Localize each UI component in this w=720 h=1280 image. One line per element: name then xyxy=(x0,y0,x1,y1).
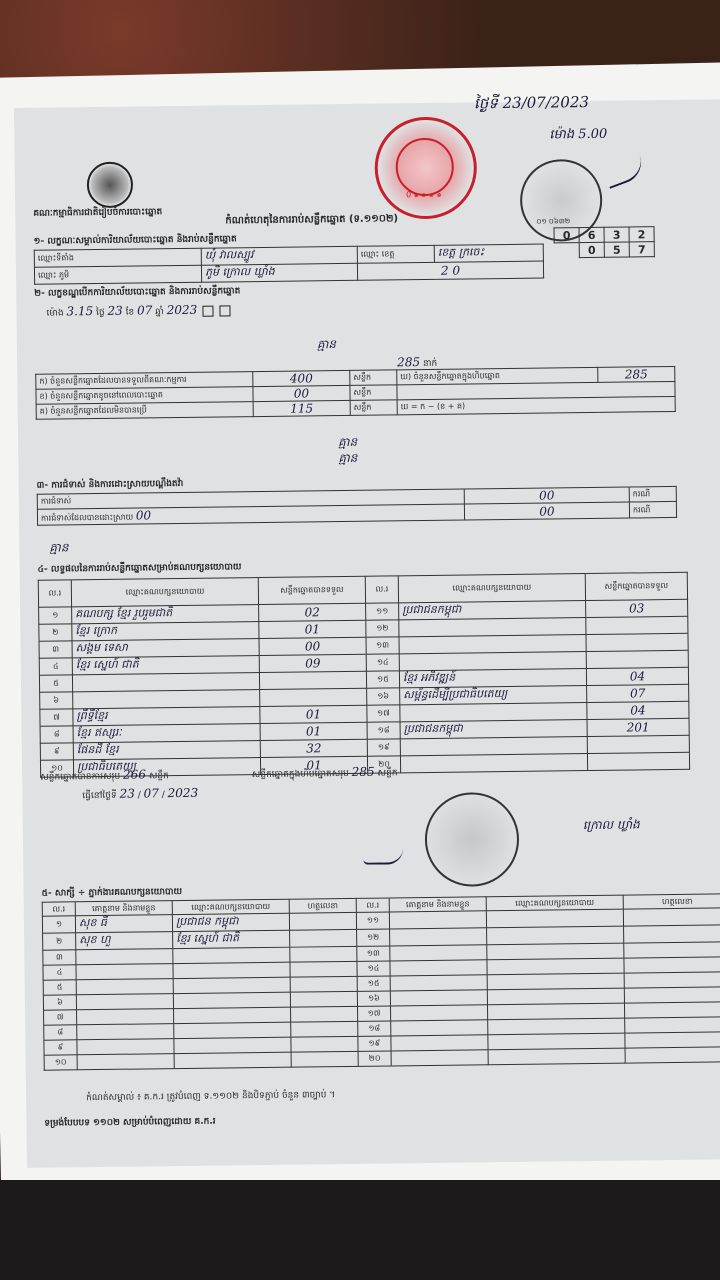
witness-party xyxy=(487,926,624,945)
witness-signature xyxy=(290,976,357,992)
unit-label: សន្លឹក xyxy=(148,771,169,782)
witness-party xyxy=(174,1007,291,1023)
sign-month: 07 xyxy=(143,786,159,801)
witness-name xyxy=(391,1020,488,1036)
witness-table xyxy=(42,893,720,1070)
party-name: ខ្មែរ ក្រោក xyxy=(72,622,259,641)
district-name: ខេត្ត ក្រចេះ xyxy=(434,244,543,262)
unit-label: ករណី xyxy=(629,501,676,518)
witness-name: សុខ ហួ xyxy=(76,932,173,950)
code-digit: 6 xyxy=(579,227,604,242)
col-header: ល.រ xyxy=(38,580,71,607)
witness-name xyxy=(390,975,487,991)
row-number: ១៩ xyxy=(358,1036,391,1051)
section2-heading: ២- លក្ខខណ្ឌបើកការិយាល័យបោះឆ្នោត និងការរាប់សន្លឹកឆ្នោត xyxy=(34,286,241,299)
row-number: ៥ xyxy=(39,675,72,692)
col-header: ហត្ថលេខា xyxy=(289,898,356,913)
total-in-box: 285 xyxy=(351,764,375,779)
party-name: ប្រជាជនកម្ពុជា xyxy=(400,720,587,739)
row-number: ២០ xyxy=(358,1051,391,1066)
row-number: ១៦ xyxy=(367,688,400,705)
code-digit: 3 xyxy=(604,227,629,242)
col-header: គោត្តនាម និងនាមខ្លួន xyxy=(75,901,172,916)
witness-signature xyxy=(625,1017,720,1033)
witness-name xyxy=(77,1054,174,1070)
row-number: ៦ xyxy=(43,995,76,1010)
witness-signature xyxy=(625,1032,720,1048)
witness-signature xyxy=(623,908,720,926)
witness-party: ប្រជាជន កម្ពុជា xyxy=(172,913,289,931)
col-header: ឈ្មោះគណបក្សនយោបាយ xyxy=(71,578,258,607)
party-name: ផែនដី ខ្មែរ xyxy=(73,741,260,760)
col-header: ឈ្មោះគណបក្សនយោបាយ xyxy=(398,574,585,603)
ballot-table: ក) ចំនួនសន្លឹកឆ្នោតដែលបានទទួលពីគណៈកម្មការ 400 សន្លឹក ឃ) ចំនួនសន្លឹកឆ្នោតក្នុងហិបឆ្នោត 285 ខ) ចំនួនសន្លឹកឆ្នោតខូចនៅពេលបោះឆ្នោត 00 សន្លឹក គ) ចំនួនសន្លឹកឆ្នោតដែលមិនបានប្រើ 115 សន្លឹក ឃ = ក − (ខ + គ) xyxy=(35,366,676,420)
row-number: ៣ xyxy=(43,950,76,965)
vote-count: 201 xyxy=(587,718,689,736)
witness-party xyxy=(174,1022,291,1038)
witness-party xyxy=(487,1003,624,1020)
col-header: គោត្តនាម និងនាមខ្លួន xyxy=(389,897,486,912)
party-name: គណបក្ស ខ្មែរ រួបរួមជាតិ xyxy=(72,605,259,624)
party-name: សម្ព័ន្ធដើម្បីប្រជាធិបតេយ្យ xyxy=(400,686,587,705)
col-header: ហត្ថលេខា xyxy=(623,894,720,909)
handwritten-time: ម៉ោង 5.00 xyxy=(549,126,608,143)
witness-signature xyxy=(624,925,720,943)
witness-name xyxy=(76,964,173,980)
results-table xyxy=(38,572,690,778)
witness-party xyxy=(488,1033,625,1050)
row-number: ១០ xyxy=(44,1055,77,1070)
party-name: ខ្មែរ អភិវឌ្ឍន៍ xyxy=(399,669,586,688)
row-number: ១៥ xyxy=(366,671,399,688)
row-number: ៧ xyxy=(44,1010,77,1025)
row-number: ១២ xyxy=(366,620,399,637)
vote-count: 00 xyxy=(259,637,366,655)
open-year: 2023 xyxy=(166,302,198,318)
witness-party xyxy=(487,943,624,960)
witness-name xyxy=(390,990,487,1006)
office-digit: 0 xyxy=(452,263,461,278)
chairman-signature xyxy=(363,848,403,864)
row-number: ១៨ xyxy=(358,1021,391,1036)
complaint-count: 00 xyxy=(464,487,629,504)
party-name: ប្រជាធិបតេយ្យ xyxy=(73,758,260,777)
witness-name: សុខ ធី xyxy=(75,915,172,933)
vote-count: 03 xyxy=(586,599,688,617)
col-header: សន្លឹកឆ្នោតបានទទួល xyxy=(585,572,687,600)
row-number: ១១ xyxy=(356,912,389,929)
witness-name xyxy=(390,928,487,946)
witness-name xyxy=(390,945,487,961)
row-number: ១ xyxy=(39,607,72,624)
unit-label: ករណី xyxy=(629,486,676,502)
row-number: ៤ xyxy=(43,965,76,980)
section3-heading: ៣- ការជំទាស់ និងការដោះស្រាយបណ្តឹងតវ៉ា xyxy=(36,478,184,491)
row-number: ១៨ xyxy=(367,722,400,739)
witness-party xyxy=(174,1037,291,1053)
col-header: ឈ្មោះគណបក្សនយោបាយ xyxy=(172,899,289,914)
row-number: ៦ xyxy=(40,692,73,709)
witness-name xyxy=(76,979,173,995)
section1-heading: ១- លក្ខណៈសម្គាល់ការិយាល័យបោះឆ្នោត និងរាប់សន្លឹកឆ្នោត xyxy=(33,234,237,247)
witness-signature xyxy=(291,1021,358,1037)
vote-count: 07 xyxy=(587,684,689,702)
handwritten-none: គ្មាន xyxy=(49,540,69,555)
sign-day: 23 xyxy=(119,786,135,801)
row-number: ១៧ xyxy=(367,705,400,722)
code-digit: 7 xyxy=(629,242,654,257)
row-number: ៥ xyxy=(43,980,76,995)
ballots-received: 400 xyxy=(253,370,350,386)
witness-name xyxy=(76,949,173,965)
vote-count xyxy=(260,688,367,706)
witness-party xyxy=(487,988,624,1005)
sign-date-line: ធ្វើនៅថ្ងៃទី 23 / 07 / 2023 xyxy=(82,785,199,802)
witness-party xyxy=(488,1048,625,1065)
election-form-sheet xyxy=(14,92,720,1168)
unit-label: សន្លឹក xyxy=(350,370,397,386)
witness-name xyxy=(389,911,486,929)
total-valid: 266 xyxy=(122,767,146,782)
row-number: ១ xyxy=(42,916,75,933)
org-name: គណៈកម្មាធិការជាតិរៀបចំការបោះឆ្នោត xyxy=(33,207,163,219)
witness-signature xyxy=(291,1006,358,1022)
row-label: ក) ចំនួនសន្លឹកឆ្នោតដែលបានទទួលពីគណៈកម្មការ xyxy=(36,372,253,390)
vote-count: 01 xyxy=(260,705,367,723)
vote-count xyxy=(259,671,366,689)
witness-name xyxy=(77,1009,174,1025)
code-table xyxy=(553,226,654,258)
witness-party xyxy=(487,958,624,975)
row-label: គ) ចំនួនសន្លឹកឆ្នោតដែលមិនបានប្រើ xyxy=(36,402,253,420)
witness-signature xyxy=(291,1051,358,1067)
party-name: ខ្មែរ ស្នេហ៍ ជាតិ xyxy=(72,656,259,675)
form-title: កំណត់ហេតុនៃការរាប់សន្លឹកឆ្នោត (ទ.១១០២) xyxy=(225,213,399,227)
voters-count: 285 xyxy=(397,355,421,370)
formula: ឃ = ក − (ខ + គ) xyxy=(397,396,675,414)
ballots-in-box: 285 xyxy=(598,366,675,382)
row-number: ១៣ xyxy=(366,637,399,654)
witness-signature xyxy=(289,912,356,930)
background-floor xyxy=(0,1180,720,1280)
unresolved-count: 00 xyxy=(464,502,629,520)
code-digit: 2 xyxy=(629,227,654,242)
sign-year: 2023 xyxy=(167,785,199,801)
row-number: ១៣ xyxy=(357,946,390,961)
resolved-count: 00 xyxy=(135,508,152,523)
col-header: ល.រ xyxy=(42,902,75,916)
vote-count xyxy=(586,616,688,634)
row-number: ៩ xyxy=(40,743,73,760)
col-header: ល.រ xyxy=(356,898,389,912)
section4-heading: ៤- លទ្ធផលនៃការរាប់សន្លឹកឆ្នោតសម្រាប់គណបក្សនយោបាយ xyxy=(37,562,242,575)
row-number: ១៤ xyxy=(357,961,390,976)
row-number: ២ xyxy=(39,624,72,641)
witness-party xyxy=(173,947,290,963)
emblem-icon xyxy=(87,162,134,209)
vote-count: 02 xyxy=(259,603,366,621)
unit-label: សន្លឹក xyxy=(377,768,398,779)
row-number: ២ xyxy=(43,933,76,950)
footnote: កំណត់សម្គាល់ ៖ គ.ក.រ ត្រូវបំពេញ ទ.១១០២ និងបិទភ្ជាប់ ចំនួន ៣ច្បាប់ ។ xyxy=(86,1090,336,1104)
vote-count: 04 xyxy=(586,667,688,685)
signature-top xyxy=(602,154,647,189)
witness-name xyxy=(390,1005,487,1021)
ballots-spoiled: 00 xyxy=(253,385,350,401)
witness-party xyxy=(173,992,290,1008)
row-number: ៨ xyxy=(44,1025,77,1040)
witness-party xyxy=(486,909,623,928)
code-digit: 0 xyxy=(579,242,604,257)
handwritten-place: ក្រោល ឃ្លាំង xyxy=(582,817,640,833)
form-footer: ទម្រង់បែបបទ ១១០២ សម្រាប់បំពេញដោយ គ.ក.រ xyxy=(44,1116,216,1129)
col-header: ល.រ xyxy=(365,576,398,603)
open-day: 23 xyxy=(107,303,123,318)
unit-label: នាក់ xyxy=(422,358,438,370)
red-seal-stamp: 0 ๑ ๑ ๑ ๑ xyxy=(374,116,477,219)
witness-signature xyxy=(624,942,720,958)
totals-line: សន្លឹកឆ្នោតបានការសរុប 266 សន្លឹក សន្លឹកឆ្នោតក្នុងហិបឆ្នោតសរុប 285 សន្លឹក xyxy=(40,764,398,783)
row-number: ១៦ xyxy=(357,991,390,1006)
row-label: ខ) ចំនួនសន្លឹកឆ្នោតខូចនៅពេលបោះឆ្នោត xyxy=(36,387,253,405)
party-name: ប្រជាជនកម្ពុជា xyxy=(399,601,586,620)
unit-label: សន្លឹក xyxy=(350,385,397,401)
witness-signature xyxy=(291,1036,358,1052)
row-number: ១២ xyxy=(357,929,390,946)
witness-name xyxy=(391,1050,488,1066)
witness-party: ខ្មែរ ស្នេហ៍ ជាតិ xyxy=(173,930,290,948)
witness-name xyxy=(77,1039,174,1055)
row-number: ៣ xyxy=(39,641,72,658)
row-number: ១៧ xyxy=(358,1006,391,1021)
row-number: ២០ xyxy=(367,756,400,773)
row-number: ១៥ xyxy=(357,976,390,991)
party-name: សង្គម ទេសា xyxy=(72,639,259,658)
party-name: ខ្មែរ ឥស្សរៈ xyxy=(73,724,260,743)
code-digit: 5 xyxy=(604,242,629,257)
party-name: ព្រឹទ្ធីខ្មែរ xyxy=(73,707,260,726)
col-header: សន្លឹកឆ្នោតបានទទួល xyxy=(258,576,365,604)
witness-party xyxy=(174,1052,291,1068)
witness-signature xyxy=(290,946,357,962)
vote-count: 04 xyxy=(587,701,689,719)
vote-count: 01 xyxy=(259,620,366,638)
col-header: ឈ្មោះគណបក្សនយោបាយ xyxy=(486,895,623,911)
office-seal-stamp xyxy=(424,792,519,887)
commune-name: ភូមិ ក្រោល ឃ្លាំង xyxy=(201,263,357,282)
handwritten-none: គ្មាន xyxy=(316,337,337,352)
complaint-table: ការជំទាស់ 00 ករណី ការជំទាស់ដែលបានដោះស្រាយ 00 00 ករណី xyxy=(37,486,677,526)
row-number: ៧ xyxy=(40,709,73,726)
village-name: ឃុំ វាលស្បូវ xyxy=(201,246,357,265)
location-table: ឈ្មោះទីតាំង ឃុំ វាលស្បូវ ឈ្មោះ ខេត្ត ខេត្ត ក្រចេះ ឈ្មោះ ភូមិ ភូមិ ក្រោល ឃ្លាំង 2 0 xyxy=(34,244,544,285)
row-number: ៨ xyxy=(40,726,73,743)
witness-party xyxy=(488,1018,625,1035)
vote-count: 09 xyxy=(259,654,366,672)
black-seal-stamp: ០១ ០៦៣២ xyxy=(520,159,603,242)
witness-signature xyxy=(290,991,357,1007)
open-time: 3.15 xyxy=(66,304,94,319)
vote-count: 01 xyxy=(260,756,367,774)
unit-label: សន្លឹក xyxy=(350,400,397,416)
witness-name xyxy=(391,1035,488,1051)
checkbox[interactable] xyxy=(202,306,213,317)
vote-count xyxy=(587,735,689,753)
vote-count xyxy=(586,650,688,668)
open-month: 07 xyxy=(136,303,153,318)
office-digit: 2 xyxy=(440,263,449,278)
row-number: ១០ xyxy=(40,760,73,777)
witness-signature xyxy=(290,929,357,947)
witness-name xyxy=(76,994,173,1010)
vote-count: 01 xyxy=(260,722,367,740)
vote-count: 32 xyxy=(260,739,367,757)
witness-signature xyxy=(290,961,357,977)
handwritten-none: គ្មាន xyxy=(338,450,358,466)
witness-name xyxy=(390,960,487,976)
vote-count xyxy=(586,633,688,651)
handwritten-none: គ្មាន xyxy=(338,434,358,450)
witness-party xyxy=(487,973,624,990)
witness-signature xyxy=(624,972,720,988)
witness-party xyxy=(173,977,290,993)
witness-signature xyxy=(624,957,720,973)
row-number: ៩ xyxy=(44,1040,77,1055)
witness-signature xyxy=(624,1002,720,1018)
open-time-line: ម៉ោង 3.15 ថ្ងៃ 23 ខែ 07 ឆ្នាំ 2023 xyxy=(46,297,686,321)
witness-name xyxy=(77,1024,174,1040)
row-number: ៤ xyxy=(39,658,72,675)
handwritten-date: ថ្ងៃទី 23/07/2023 xyxy=(473,92,590,113)
witness-party xyxy=(173,962,290,978)
row-number: ១១ xyxy=(366,603,399,620)
witness-signature xyxy=(624,987,720,1003)
ballots-unused: 115 xyxy=(253,400,350,416)
witness-signature xyxy=(625,1047,720,1063)
checkbox[interactable] xyxy=(220,305,231,316)
code-digit: 0 xyxy=(554,228,579,243)
row-number: ១៩ xyxy=(367,739,400,756)
section5-heading: ៥- សាក្សី ÷ ភ្នាក់ងារគណបក្សនយោបាយ xyxy=(41,887,183,899)
row-number: ១៤ xyxy=(366,654,399,671)
